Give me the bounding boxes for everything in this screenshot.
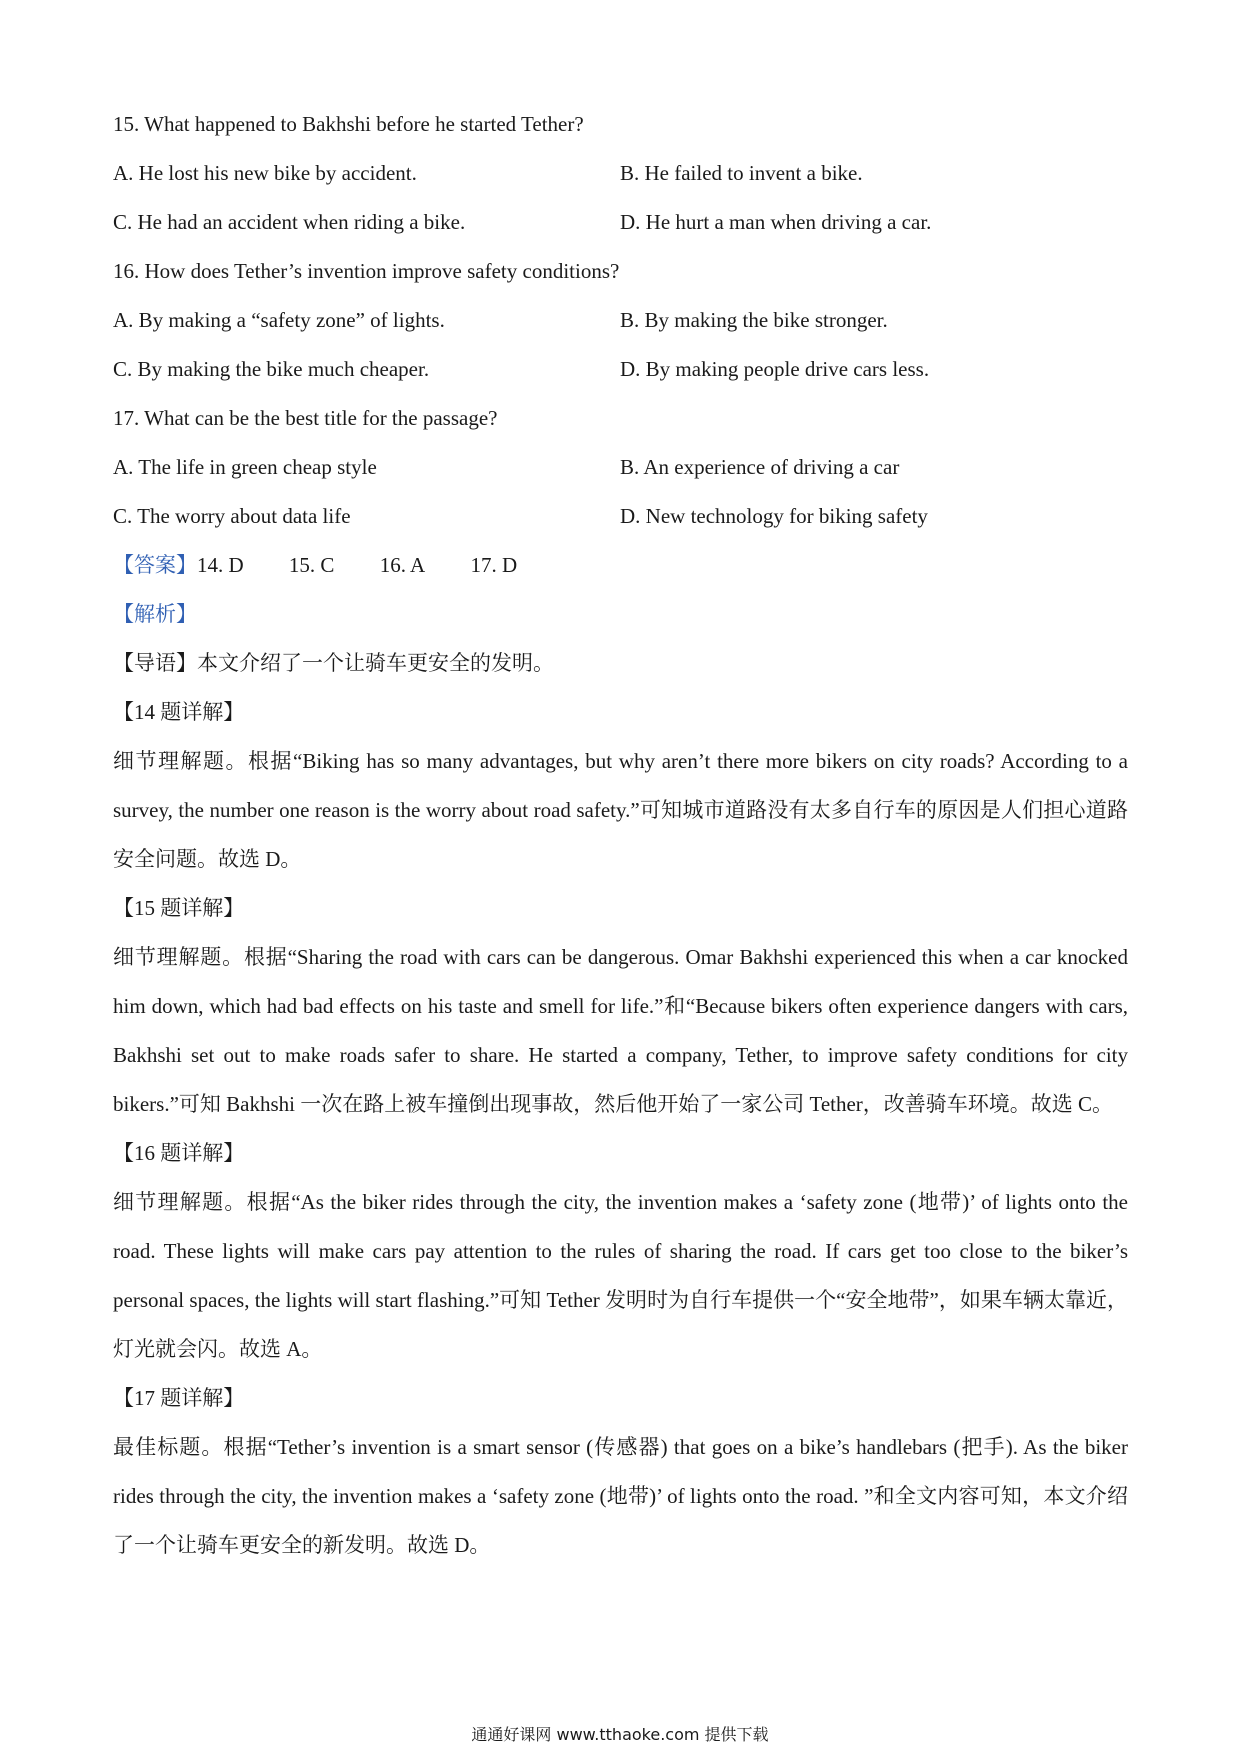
q15-options-row-2 bbox=[113, 198, 1133, 247]
q17-options-row-1 bbox=[113, 443, 1133, 492]
answer-label: 【答案】 bbox=[113, 553, 197, 577]
option-d: D. By making people drive cars less. bbox=[620, 357, 930, 381]
q16-options-row-1 bbox=[113, 296, 1133, 345]
q15-options-row-1 bbox=[113, 149, 1133, 198]
option-c: C. By making the bike much cheaper. bbox=[113, 357, 430, 381]
detail-17-heading: 【17 题详解】 bbox=[113, 1386, 245, 1410]
detail-15-text: 细节理解题。根据“Sharing the road with cars can be dangerous. Omar Bakhshi experienced this when a car knocked him down, which had bad effects on his taste and smell for life.”和“Because bikers often experience dangers with cars, Bakhshi set out to make roads safer to share. He started a company, Tether, to improve safety conditions for city bikers.”可知 Bakhshi 一次在路上被车撞倒出现事故，然后他开始了一家公司 Tether，改善骑车环境。故选 C。 bbox=[113, 945, 1128, 1116]
question-15: 15. What happened to Bakhshi before he started Tether? bbox=[113, 112, 584, 136]
document-page bbox=[113, 100, 1133, 1570]
page-footer: 通通好课网 www.tthaoke.com 提供下载 bbox=[471, 1725, 769, 1744]
option-c: C. The worry about data life bbox=[113, 504, 351, 528]
detail-14-text: 细节理解题。根据“Biking has so many advantages, but why aren’t there more bikers on city roads? According to a survey, the number one reason is the worry about road safety.”可知城市道路没有太多自行车的原因是人们担心道路安全问题。故选 D。 bbox=[113, 749, 1128, 871]
option-b: B. By making the bike stronger. bbox=[620, 308, 888, 332]
q16-options-row-2 bbox=[113, 345, 1133, 394]
answer-row bbox=[113, 541, 1133, 590]
answer-15: 15. C bbox=[288, 553, 335, 577]
option-a: A. By making a “safety zone” of lights. bbox=[113, 308, 445, 332]
detail-16-text: 细节理解题。根据“As the biker rides through the city, the invention makes a ‘safety zone (地带)’ of lights onto the road. These lights will make cars pay attention to the rules of sharing the road. If cars get too close to the biker’s personal spaces, the lights will start flashing.”可知 Tether 发明时为自行车提供一个“安全地带”，如果车辆太靠近，灯光就会闪。故选 A。 bbox=[113, 1190, 1128, 1361]
question-16: 16. How does Tether’s invention improve safety conditions? bbox=[113, 259, 620, 283]
answer-14: 14. D bbox=[197, 553, 244, 577]
intro-line: 【导语】本文介绍了一个让骑车更安全的发明。 bbox=[113, 651, 554, 675]
question-17: 17. What can be the best title for the passage? bbox=[113, 406, 498, 430]
detail-15-heading: 【15 题详解】 bbox=[113, 896, 245, 920]
analysis-label: 【解析】 bbox=[113, 602, 197, 626]
detail-17-text: 最佳标题。根据“Tether’s invention is a smart sensor (传感器) that goes on a bike’s handlebars (把手). As the biker rides through the city, the invention makes a ‘safety zone (地带)’ of lights onto the road. ”和全文内容可知，本文介绍了一个让骑车更安全的新发明。故选 D。 bbox=[113, 1435, 1128, 1557]
option-d: D. He hurt a man when driving a car. bbox=[620, 210, 932, 234]
detail-16-heading: 【16 题详解】 bbox=[113, 1141, 245, 1165]
q17-options-row-2 bbox=[113, 492, 1133, 541]
answer-17: 17. D bbox=[470, 553, 518, 577]
option-b: B. An experience of driving a car bbox=[620, 455, 900, 479]
detail-14-heading: 【14 题详解】 bbox=[113, 700, 245, 724]
option-b: B. He failed to invent a bike. bbox=[620, 161, 863, 185]
option-a: A. The life in green cheap style bbox=[113, 455, 377, 479]
option-d: D. New technology for biking safety bbox=[620, 504, 928, 528]
option-c: C. He had an accident when riding a bike. bbox=[113, 210, 466, 234]
answer-16: 16. A bbox=[379, 553, 426, 577]
option-a: A. He lost his new bike by accident. bbox=[113, 161, 417, 185]
